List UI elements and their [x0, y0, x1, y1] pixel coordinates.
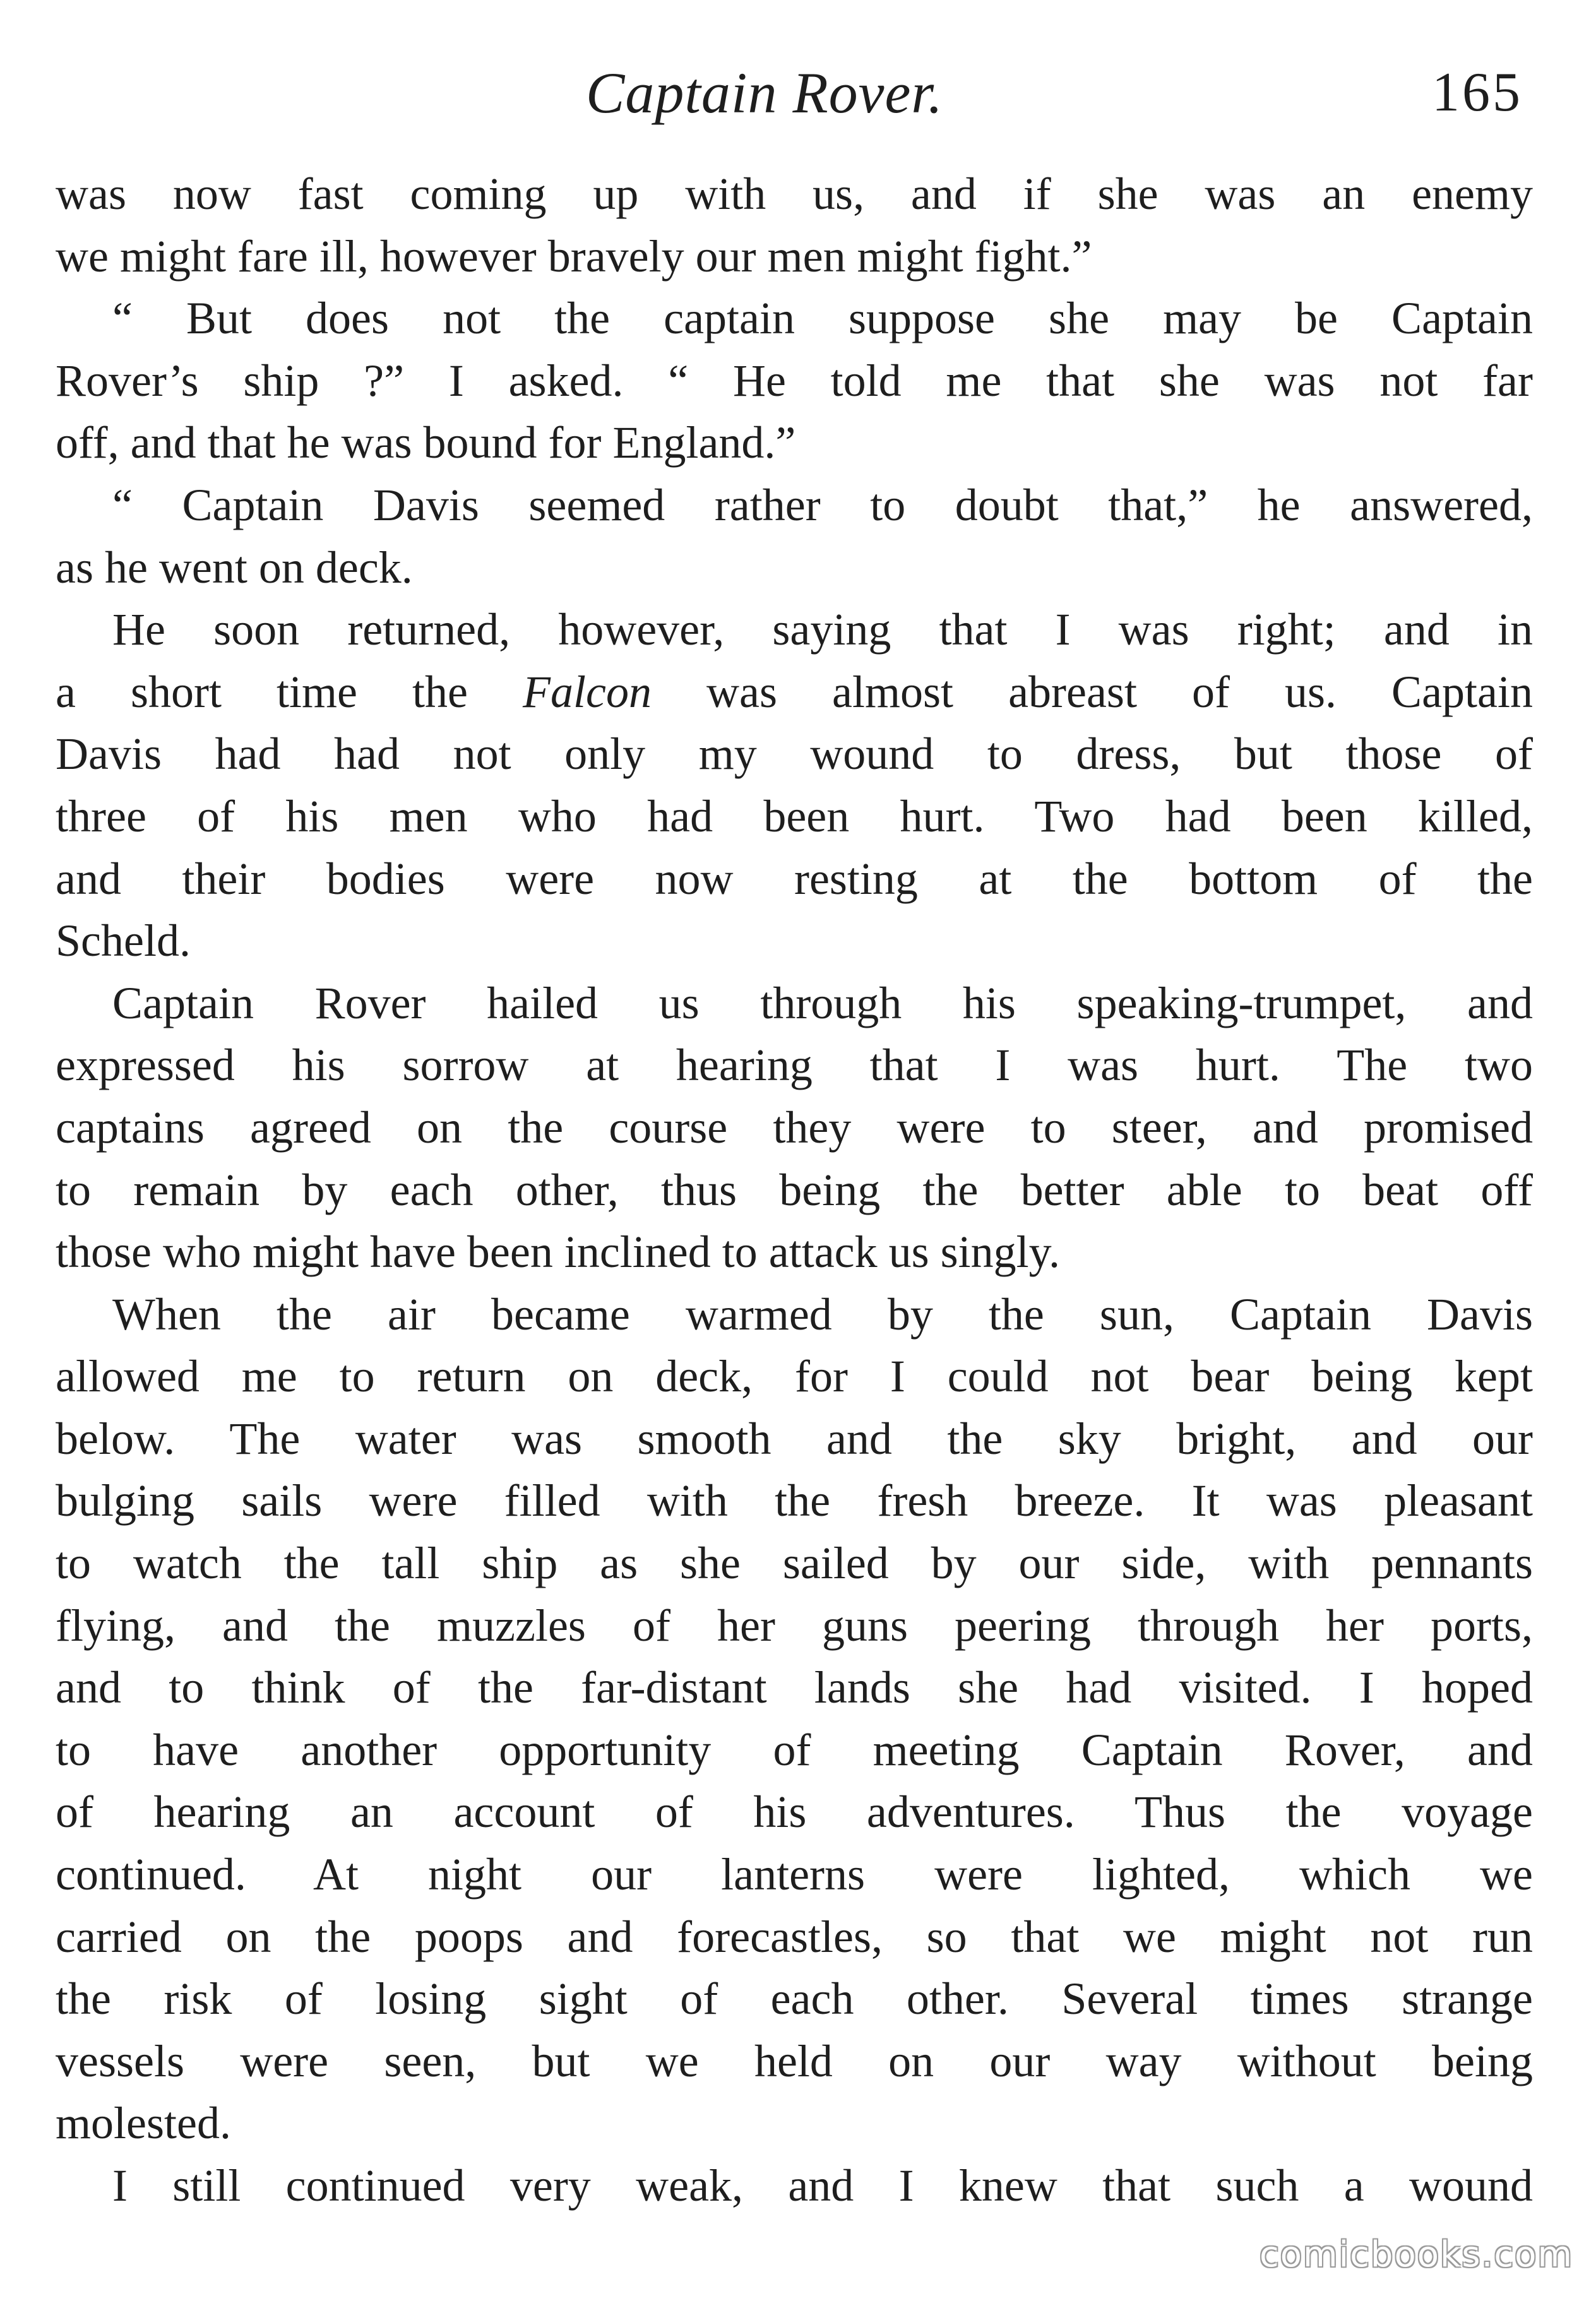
text-line: those who might have been inclined to attack us singly. — [56, 1227, 1060, 1278]
text-line: a short time the Falcon was almost abreast of us. Captain — [56, 666, 1533, 717]
text-line: “ But does not the captain suppose she may be Captain — [112, 293, 1533, 344]
text-line: as he went on deck. — [56, 542, 413, 593]
watermark-logo: comicbooks.com — [1259, 2234, 1573, 2275]
text-line: and to think of the far-distant lands she had visited. I hoped — [56, 1662, 1533, 1713]
text-line: Davis had had not only my wound to dress, but those of — [56, 729, 1533, 780]
text-line: expressed his sorrow at hearing that I was hurt. The two — [56, 1040, 1533, 1091]
text-line: and their bodies were now resting at the bottom of the — [56, 853, 1533, 904]
text-line: I still continued very weak, and I knew that such a wound — [112, 2160, 1533, 2211]
text-line: allowed me to return on deck, for I could not bear being kept — [56, 1351, 1533, 1402]
text-line: captains agreed on the course they were to steer, and promised — [56, 1102, 1533, 1153]
body-text — [56, 163, 1533, 2217]
running-head — [0, 58, 1596, 134]
text-line: Captain Rover hailed us through his speaking-trumpet, and — [112, 977, 1533, 1028]
text-line: to remain by each other, thus being the better able to beat off — [56, 1164, 1533, 1215]
text-line: we might fare ill, however bravely our men might fight.” — [56, 230, 1092, 282]
text-line: of hearing an account of his adventures. Thus the voyage — [56, 1787, 1533, 1838]
text-line: was now fast coming up with us, and if she was an enemy — [56, 169, 1533, 219]
page-number: 165 — [1432, 62, 1523, 123]
text-line: off, and that he was bound for England.” — [56, 417, 796, 468]
text-line: Rover’s ship ?” I asked. “ He told me that she was not far — [56, 355, 1533, 406]
text-line: vessels were seen, but we held on our way without being — [56, 2035, 1533, 2086]
text-line: He soon returned, however, saying that I was right; and in — [112, 604, 1533, 655]
text-line: When the air became warmed by the sun, Captain Davis — [112, 1288, 1533, 1340]
text-line: continued. At night our lanterns were lighted, which we — [56, 1849, 1533, 1900]
text-line: three of his men who had been hurt. Two had been killed, — [56, 790, 1533, 842]
text-line: “ Captain Davis seemed rather to doubt that,” he answered, — [112, 479, 1533, 530]
running-title: Captain Rover. — [586, 61, 943, 125]
ship-name: Falcon — [523, 666, 652, 717]
text-line: below. The water was smooth and the sky bright, and our — [56, 1413, 1533, 1464]
text-line: to have another opportunity of meeting Captain Rover, and — [56, 1724, 1533, 1775]
text-line: the risk of losing sight of each other. Several times strange — [56, 1973, 1533, 2025]
text-line: bulging sails were filled with the fresh breeze. It was pleasant — [56, 1475, 1533, 1526]
text-line: molested. — [56, 2098, 231, 2149]
text-line: Scheld. — [56, 915, 191, 967]
text-line: to watch the tall ship as she sailed by our side, with pennants — [56, 1538, 1533, 1589]
text-line: carried on the poops and forecastles, so that we might not run — [56, 1911, 1533, 1962]
text-line: flying, and the muzzles of her guns peering through her ports, — [56, 1600, 1533, 1651]
